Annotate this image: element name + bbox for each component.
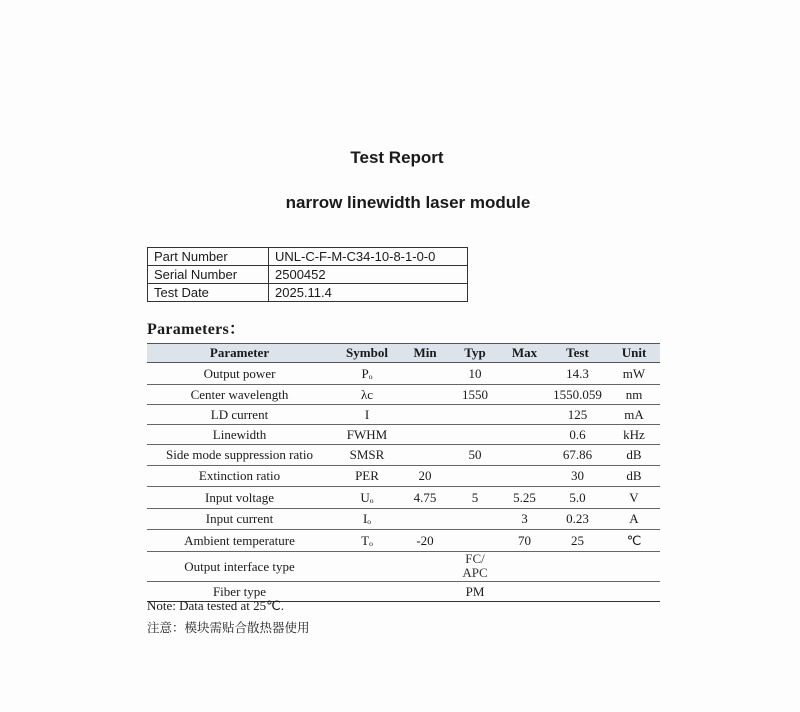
cell-typ	[448, 405, 502, 425]
cell-test	[547, 582, 608, 602]
info-row	[148, 248, 468, 266]
table-row	[147, 466, 660, 487]
cell-max	[502, 466, 547, 487]
cell-test	[547, 552, 608, 582]
column-header: Symbol	[332, 344, 402, 363]
cell-unit	[608, 582, 660, 602]
cell-unit: dB	[608, 466, 660, 487]
cell-typ: 1550	[448, 385, 502, 405]
cell-unit: kHz	[608, 425, 660, 445]
cell-unit: dB	[608, 445, 660, 466]
cell-typ: 5	[448, 487, 502, 509]
cell-parameter: Fiber type	[147, 582, 332, 602]
cell-symbol: Uₒ	[332, 487, 402, 509]
info-value: 2025.11.4	[269, 284, 468, 302]
cell-symbol	[332, 552, 402, 582]
cell-parameter: Input current	[147, 509, 332, 530]
cell-typ	[448, 425, 502, 445]
table-row	[147, 425, 660, 445]
cell-test: 25	[547, 530, 608, 552]
cell-typ	[448, 530, 502, 552]
cell-max: 70	[502, 530, 547, 552]
table-row	[147, 552, 660, 582]
report-subtitle: narrow linewidth laser module	[285, 193, 531, 212]
cell-symbol: Tₒ	[332, 530, 402, 552]
table-header-row	[147, 344, 660, 363]
report-title: Test Report	[350, 148, 444, 167]
cell-min	[402, 509, 448, 530]
cell-symbol: I	[332, 405, 402, 425]
cell-unit: mA	[608, 405, 660, 425]
cell-typ	[448, 552, 502, 582]
cell-max	[502, 582, 547, 602]
cell-symbol	[332, 582, 402, 602]
info-row	[148, 266, 468, 284]
table-row	[147, 445, 660, 466]
cell-test: 0.23	[547, 509, 608, 530]
table-row	[147, 405, 660, 425]
cell-parameter: LD current	[147, 405, 332, 425]
column-header: Max	[502, 344, 547, 363]
cell-test: 5.0	[547, 487, 608, 509]
cell-symbol: Iₒ	[332, 509, 402, 530]
cell-unit: A	[608, 509, 660, 530]
table-row	[147, 487, 660, 509]
table-row	[147, 363, 660, 385]
cell-symbol: λc	[332, 385, 402, 405]
cell-min: -20	[402, 530, 448, 552]
cell-unit: V	[608, 487, 660, 509]
cell-max	[502, 385, 547, 405]
cell-unit: nm	[608, 385, 660, 405]
cell-parameter: Linewidth	[147, 425, 332, 445]
cell-min	[402, 363, 448, 385]
cell-test: 67.86	[547, 445, 608, 466]
table-row	[147, 530, 660, 552]
cell-unit	[608, 552, 660, 582]
cell-symbol: Pₒ	[332, 363, 402, 385]
cell-max: 5.25	[502, 487, 547, 509]
note-text: Note: Data tested at 25℃.	[147, 598, 284, 613]
cell-unit: mW	[608, 363, 660, 385]
info-value: 2500452	[269, 266, 468, 284]
cell-parameter: Side mode suppression ratio	[147, 445, 332, 466]
column-header: Test	[547, 344, 608, 363]
cell-parameter: Input voltage	[147, 487, 332, 509]
cell-min	[402, 405, 448, 425]
column-header: Min	[402, 344, 448, 363]
cell-min: 4.75	[402, 487, 448, 509]
info-key: Test Date	[148, 284, 269, 302]
stacked-value: FC/ APC	[462, 551, 488, 580]
cell-max	[502, 405, 547, 425]
cell-max	[502, 363, 547, 385]
cell-min	[402, 445, 448, 466]
cell-typ	[448, 509, 502, 530]
product-info-table	[147, 247, 468, 302]
table-row	[147, 385, 660, 405]
cell-min	[402, 582, 448, 602]
cell-typ	[448, 466, 502, 487]
info-key: Serial Number	[148, 266, 269, 284]
cell-min: 20	[402, 466, 448, 487]
info-value: UNL-C-F-M-C34-10-8-1-0-0	[269, 248, 468, 266]
cell-unit: ℃	[608, 530, 660, 552]
cell-max: 3	[502, 509, 547, 530]
cell-test: 30	[547, 466, 608, 487]
cell-test: 0.6	[547, 425, 608, 445]
column-header: Unit	[608, 344, 660, 363]
cell-max	[502, 425, 547, 445]
cell-test: 14.3	[547, 363, 608, 385]
parameters-table	[147, 343, 660, 602]
column-header: Typ	[448, 344, 502, 363]
cell-symbol: SMSR	[332, 445, 402, 466]
parameters-heading: Parameters：	[147, 321, 246, 338]
info-key: Part Number	[148, 248, 269, 266]
parameters-body	[147, 363, 660, 602]
cell-typ: 50	[448, 445, 502, 466]
cell-min	[402, 425, 448, 445]
cell-symbol: FWHM	[332, 425, 402, 445]
cell-parameter: Center wavelength	[147, 385, 332, 405]
cell-max	[502, 552, 547, 582]
cell-parameter: Output power	[147, 363, 332, 385]
note-text-cn: 注意：模块需贴合散热器使用	[147, 620, 310, 635]
cell-min	[402, 552, 448, 582]
cell-min	[402, 385, 448, 405]
info-row	[148, 284, 468, 302]
cell-typ: PM	[448, 582, 502, 602]
cell-test: 125	[547, 405, 608, 425]
cell-test: 1550.059	[547, 385, 608, 405]
cell-max	[502, 445, 547, 466]
table-row	[147, 509, 660, 530]
cell-parameter: Ambient temperature	[147, 530, 332, 552]
cell-parameter: Extinction ratio	[147, 466, 332, 487]
column-header: Parameter	[147, 344, 332, 363]
cell-typ: 10	[448, 363, 502, 385]
cell-parameter: Output interface type	[147, 552, 332, 582]
cell-symbol: PER	[332, 466, 402, 487]
